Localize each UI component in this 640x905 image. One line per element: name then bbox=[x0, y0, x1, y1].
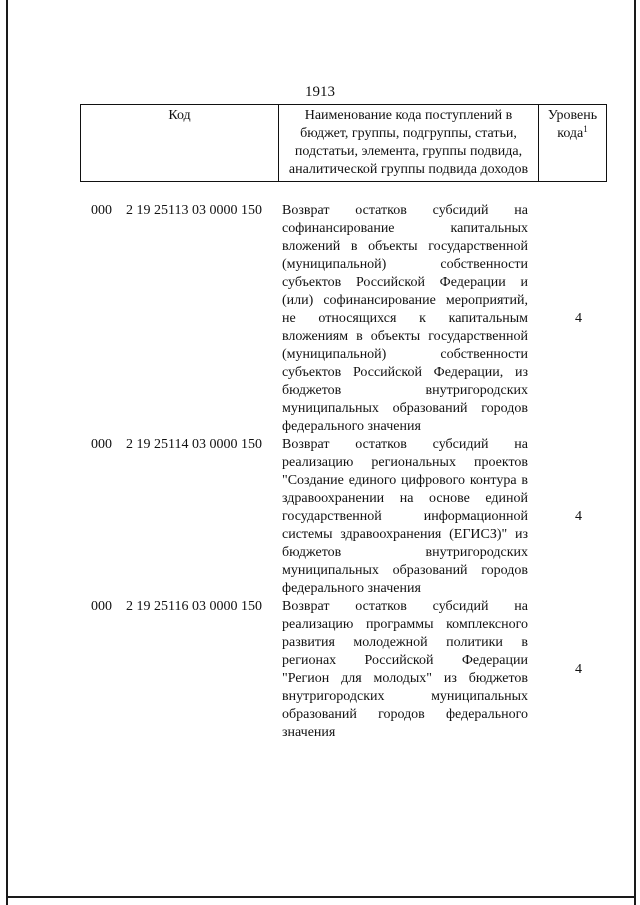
row-level: 4 bbox=[575, 311, 582, 326]
row-income-code: 2 19 25113 03 0000 150 bbox=[126, 203, 262, 218]
row-name: Возврат остатков субсидий на реализацию региональных проектов "Создание единого цифрового контура в здравоохранении на основе единой государственной информационной системы здравоохранения (ЕГИСЗ)" из бюджетов внутригородских муниципальных образований городов федерального значения bbox=[282, 437, 528, 596]
page-border-right bbox=[634, 0, 636, 905]
table-row bbox=[80, 202, 607, 436]
header-level-footnote: 1 bbox=[583, 124, 588, 134]
row-admin-code: 000 bbox=[91, 437, 112, 452]
page-border-bottom bbox=[6, 896, 636, 898]
row-level: 4 bbox=[575, 662, 582, 677]
row-admin-code: 000 bbox=[91, 599, 112, 614]
table-body bbox=[80, 202, 607, 742]
row-level: 4 bbox=[575, 509, 582, 524]
row-income-code: 2 19 25114 03 0000 150 bbox=[126, 437, 262, 452]
header-level bbox=[538, 105, 607, 181]
table-header bbox=[80, 104, 607, 182]
page-border-left bbox=[6, 0, 8, 905]
header-name: Наименование кода поступлений в бюджет, группы, подгруппы, статьи, подстатьи, элемента, группы подвида, аналитической группы подвида доходов bbox=[278, 105, 538, 181]
row-admin-code: 000 bbox=[91, 203, 112, 218]
table-row bbox=[80, 598, 607, 742]
row-name: Возврат остатков субсидий на реализацию программы комплексного развития молодежной политики в регионах Российской Федерации "Регион для молодых" из бюджетов внутригородских муниципальных образований городов федерального значения bbox=[282, 599, 528, 740]
income-codes-table bbox=[80, 104, 607, 742]
page-number: 1913 bbox=[305, 84, 335, 100]
header-level-label: Уровень кода bbox=[547, 108, 598, 141]
row-income-code: 2 19 25116 03 0000 150 bbox=[126, 599, 262, 614]
row-name: Возврат остатков субсидий на софинансирование капитальных вложений в объекты государственной (муниципальной) собственности субъектов Российской Федерации и (или) софинансирование мероприятий, не относящихся к капитальным вложениям в объекты государственной (муниципальной) собственности субъектов Российской Федерации, из бюджетов внутригородских муниципальных образований городов федерального значения bbox=[282, 203, 528, 434]
header-code: Код bbox=[80, 105, 278, 181]
table-row bbox=[80, 436, 607, 598]
